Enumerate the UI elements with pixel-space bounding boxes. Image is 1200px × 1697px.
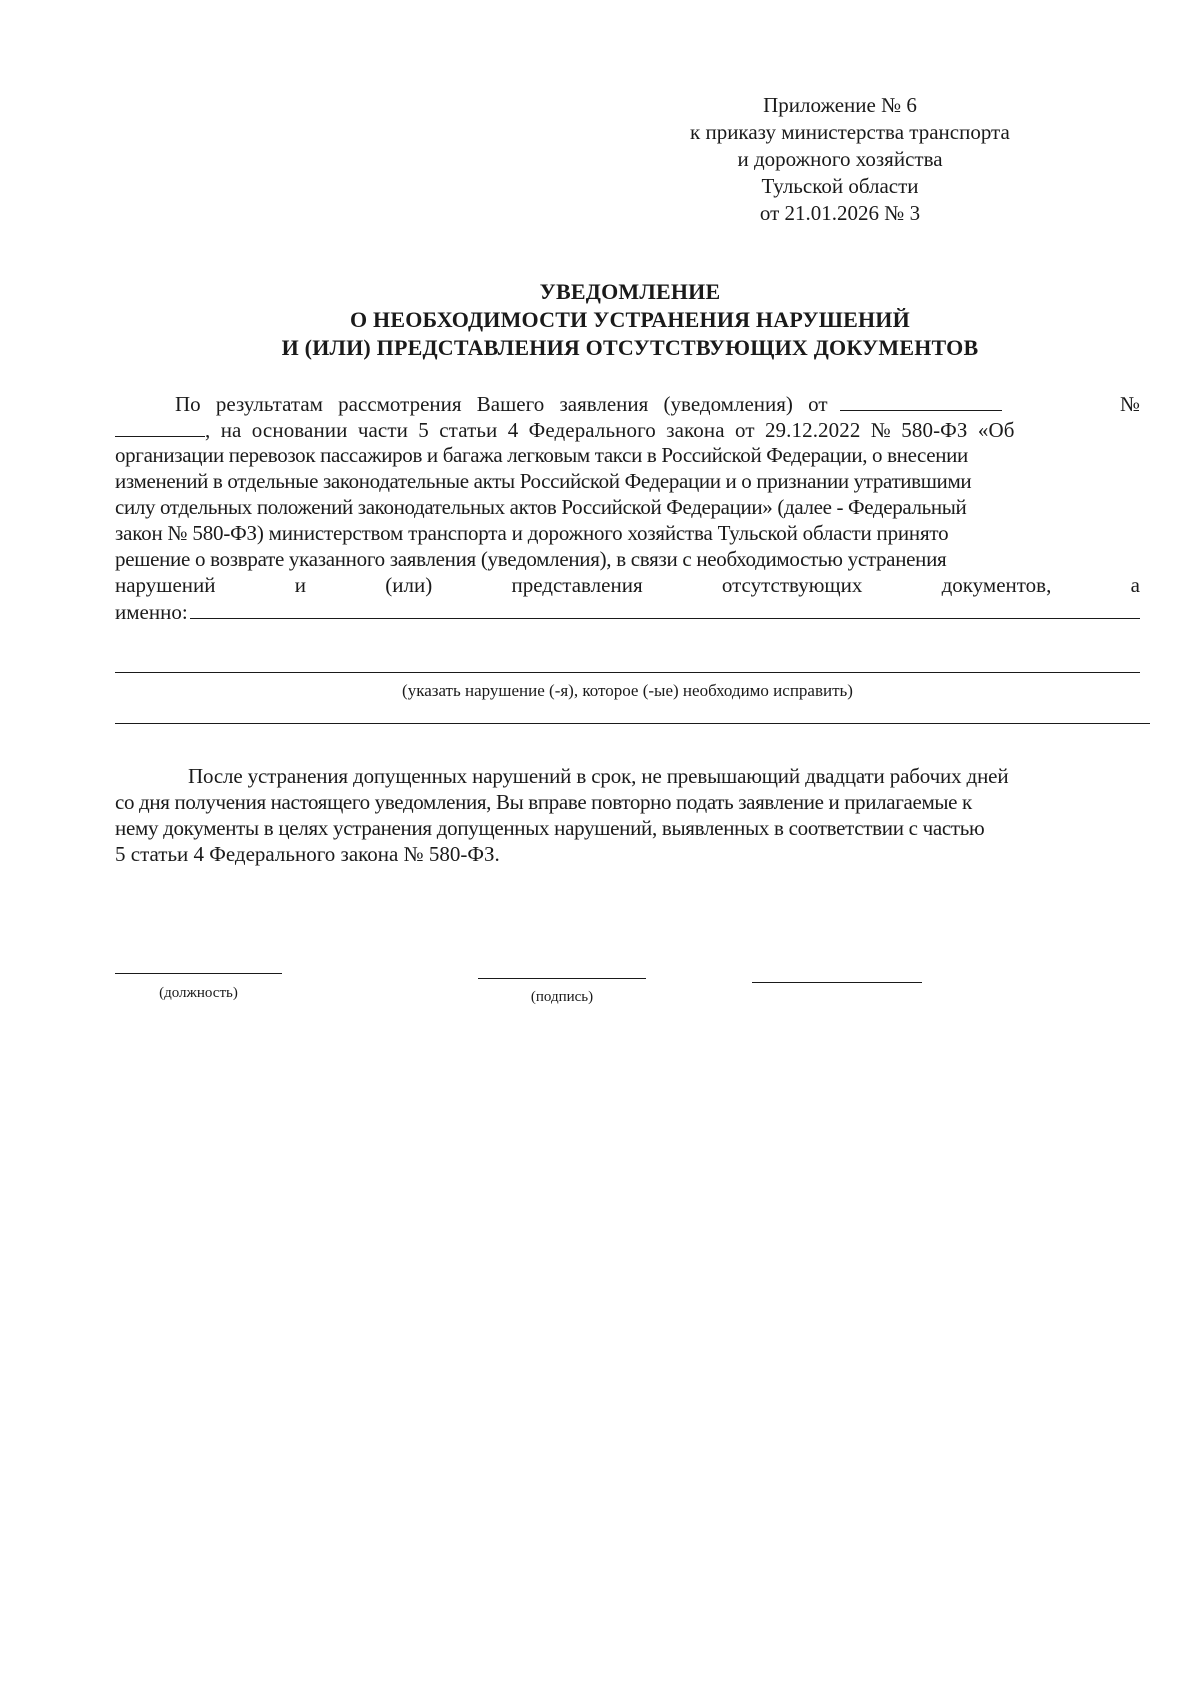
title-line-3: И (ИЛИ) ПРЕДСТАВЛЕНИЯ ОТСУТСТВУЮЩИХ ДОКУМЕНТОВ [281, 335, 979, 360]
paragraph-text: 5 статьи 4 Федерального закона № 580-ФЗ. [115, 842, 500, 866]
appendix-region: Тульской области [761, 174, 919, 198]
paragraph-line [115, 390, 1140, 416]
word: представления [511, 573, 643, 597]
paragraph-text: организации перевозок пассажиров и багажа легковым такси в Российской Федерации, о внесении [115, 443, 968, 467]
word: документов, [941, 573, 1052, 597]
appendix-number: Приложение № 6 [763, 93, 917, 117]
paragraph-text: со дня получения настоящего уведомления, Вы вправе повторно подать заявление и прилагаемые к [115, 790, 972, 814]
signature-caption: (подпись) [530, 989, 594, 1005]
paragraph-text: именно: [115, 600, 188, 624]
position-signature-line[interactable] [115, 973, 282, 974]
paragraph-line [115, 763, 1140, 789]
appendix-header [690, 92, 1010, 227]
appendix-ministry: и дорожного хозяйства [737, 147, 943, 171]
signature-line[interactable] [478, 978, 646, 979]
application-date-blank[interactable] [840, 390, 1002, 411]
appendix-date: от 21.01.2026 № 3 [759, 201, 921, 225]
violation-input-line-2[interactable] [115, 672, 1140, 673]
title-line-2: О НЕОБХОДИМОСТИ УСТРАНЕНИЯ НАРУШЕНИЙ [350, 307, 910, 332]
paragraph-text: изменений в отдельные законодательные акты Российской Федерации и о признании утратившими [115, 469, 972, 493]
paragraph-line-justified [115, 572, 1140, 598]
word: а [1130, 573, 1140, 597]
number-sign: № [1119, 392, 1140, 416]
paragraph-line [115, 598, 1140, 624]
paragraph-text: закон № 580-ФЗ) министерством транспорта и дорожного хозяйства Тульской области принято [115, 521, 949, 545]
word: и [294, 573, 307, 597]
title-line-1: УВЕДОМЛЕНИЕ [539, 279, 721, 304]
paragraph-line [115, 416, 1140, 442]
paragraph-resubmit [115, 763, 1140, 867]
paragraph-text: После устранения допущенных нарушений в срок, не превышающий двадцати рабочих дней [188, 764, 1009, 788]
application-number-blank[interactable] [115, 416, 205, 437]
word: нарушений [115, 573, 216, 597]
appendix-order-ref: к приказу министерства транспорта [690, 120, 1010, 144]
paragraph-text: силу отдельных положений законодательных актов Российской Федерации» (далее - Федеральный [115, 495, 967, 519]
paragraph-line [115, 520, 1140, 546]
paragraph-text: По результатам рассмотрения Вашего заявления (уведомления) от [175, 392, 828, 416]
violation-input-line-3[interactable] [115, 723, 1150, 724]
paragraph-decision [115, 390, 1140, 624]
paragraph-line [115, 546, 1140, 572]
document-title [180, 278, 1080, 362]
paragraph-text: , на основании части 5 статьи 4 Федерального закона от 29.12.2022 № 580-ФЗ «Об [205, 418, 1015, 442]
paragraph-line [115, 442, 1140, 468]
paragraph-text: решение о возврате указанного заявления (уведомления), в связи с необходимостью устранения [115, 547, 947, 571]
violation-input-line-1[interactable] [190, 598, 1140, 619]
paragraph-line [115, 789, 1140, 815]
paragraph-line [115, 841, 1140, 867]
paragraph-line [115, 494, 1140, 520]
violation-caption: (указать нарушение (-я), которое (-ые) необходимо исправить) [402, 681, 853, 700]
paragraph-text: нему документы в целях устранения допущенных нарушений, выявленных в соответствии с частью [115, 816, 985, 840]
paragraph-line [115, 815, 1140, 841]
paragraph-line [115, 468, 1140, 494]
word: (или) [385, 573, 433, 597]
position-caption: (должность) [159, 985, 238, 1001]
name-signature-line[interactable] [752, 982, 922, 983]
word: отсутствующих [721, 573, 863, 597]
